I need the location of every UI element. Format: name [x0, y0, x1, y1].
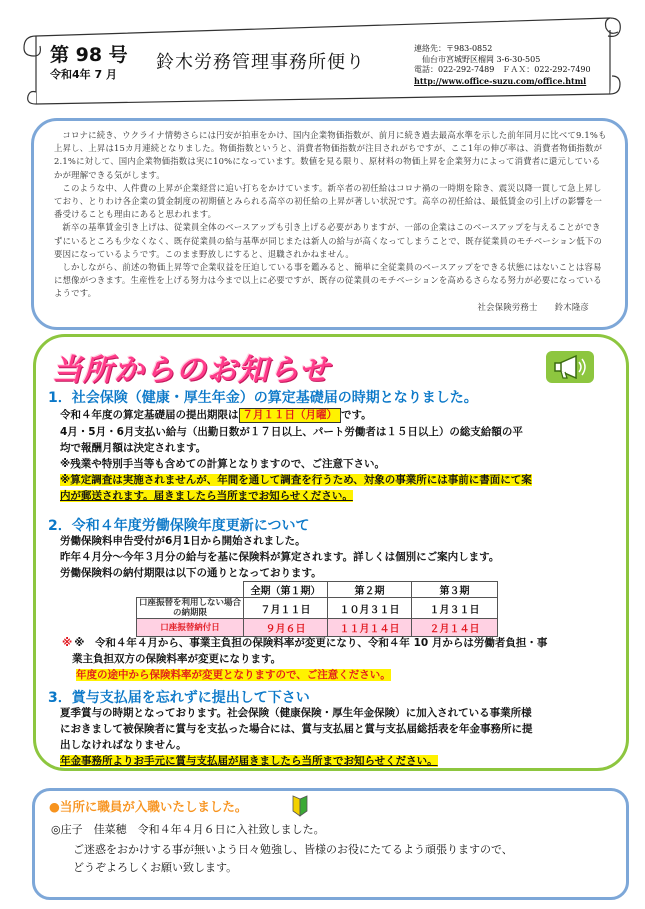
deadline-prefix: 令和４年度の算定基礎届の提出期限は: [60, 409, 239, 421]
table-corner: [137, 582, 244, 598]
table-header-cell: 全期（第１期）: [244, 582, 328, 598]
section-2-line: 労働保険料の納付期限は以下の通りとなっております。: [60, 567, 322, 579]
table-cell: ９月６日: [244, 619, 328, 637]
contact-info: [414, 44, 591, 86]
section-1-warning: [60, 488, 353, 504]
section-2-note: ※ ※ 令和４年４月から、事業主負担の保険料率が変更になり、令和４年 10 月からは労働者負担・事: [62, 637, 548, 649]
megaphone-icon: [546, 351, 594, 383]
section-1-note: ※残業や特別手当等も含めての計算となりますので、ご注意下さい。: [60, 458, 385, 470]
section-2-line: 労働保険料申告受付が6月1日から開始されました。: [60, 535, 306, 547]
table-header-row: [137, 582, 498, 598]
notices-box: [33, 334, 629, 771]
table-cell: ７月１１日: [244, 598, 328, 619]
table-row: [137, 619, 498, 637]
table-header-cell: 第２期: [328, 582, 412, 598]
issue-date: 令和4年 7 月: [50, 68, 117, 81]
intro-message-box: [31, 118, 628, 330]
section-2-title: 2．令和４年度労働保険年度更新について: [48, 518, 310, 534]
payment-deadline-table: [136, 581, 498, 637]
section-2-line: 昨年４月分～今年３月分の給与を基に保険料が算定されます。詳しくは個別にご案内します。: [60, 551, 500, 563]
table-cell: １０月３１日: [328, 598, 412, 619]
intro-paragraph: しかしながら、前述の物価上昇等で企業収益を圧迫している事を鑑みると、簡単に全従業員のベースアップをできる状態にはないことは容易に想像がつきます。生産性を上げる努力は今まで以上に必要ですが、既存の従業員のモチベーションを高めるさらなる努力が必要になっているようです。: [54, 262, 602, 299]
section-3-callout-text: 年金事務所よりお手元に賞与支払届が届きましたら当所までお知らせください。: [60, 755, 438, 767]
section-1-deadline: [60, 407, 372, 423]
table-row: [137, 598, 498, 619]
new-staff-message: どうぞよろしくお願い致します。: [73, 861, 238, 874]
section-3-line: 夏季賞与の時期となっております。社会保険（健康保険・厚生年金保険）に加入されている事業所様: [60, 707, 532, 719]
contact-postal: 連絡先：〒983-0852: [414, 44, 493, 53]
new-staff-message: ご迷惑をおかけする事が無いよう日々勉強し、皆様のお役にたてるよう頑張りますので、: [73, 843, 513, 856]
newsletter-banner: [14, 10, 628, 106]
contact-address: 仙台市宮城野区榴岡 3-6-30-505: [414, 54, 541, 64]
section-2-caution: [76, 667, 391, 683]
table-header-cell: 第３期: [412, 582, 498, 598]
new-staff-heading: ●当所に職員が入職いたしました。: [49, 799, 248, 814]
table-row-label: 口座振替納付日: [137, 619, 244, 637]
table-row-label: 口座振替を利用しない場合の納期限: [137, 598, 244, 619]
notices-heading: 当所からのお知らせ: [52, 353, 331, 388]
newsletter-title: 鈴木労務管理事務所便り: [156, 52, 365, 73]
deadline-date-badge: ７月１１日（月曜）: [239, 408, 342, 423]
section-1-warning-line: ※算定調査は実施されませんが、年間を通して調査を行うため、対象の事業所には事前に書面にて案: [60, 474, 532, 486]
section-2-caution-text: 年度の途中から保険料率が変更となりますので、ご注意ください。: [76, 669, 391, 681]
section-3-line: におきまして被保険者に賞与を支払った場合には、賞与支払届と賞与支払届総括表を年金事務所に提: [60, 723, 533, 735]
beginner-mark-icon: [291, 795, 309, 817]
intro-paragraph: コロナに続き、ウクライナ情勢さらには円安が拍車をかけ、国内企業物価指数が、前月に続き過去最高水準を示した前年同月に比べて9.1%も上昇し、上昇は15カ月連続となりました。物価指数というと、消費者物価指数が注目されがちですが、ここ1年の伸び率は、消費者物価指数が2.1%に対して、国内企業物価指数は実に10%になっています。数値を見る限り、原材料の物価上昇を企業努力によって消費者に還元しているかが理解できる気がします。: [54, 130, 607, 180]
contact-phone: 電話：022-292-7489 ＦＡＸ：022-292-7490: [414, 65, 591, 74]
section-3-line: 出しなければなりません。: [60, 739, 187, 751]
deadline-suffix: です。: [341, 409, 372, 421]
section-3-callout: [60, 753, 438, 769]
new-staff-box: [32, 788, 629, 900]
section-1-line: 4月・5月・6月支払い給与（出勤日数が１７日以上、パート労働者は１５日以上）の総支給額の平: [60, 426, 523, 438]
intro-paragraph: 新卒の基準賃金引き上げは、従業員全体のベースアップも引き上げる必要がありますが、一部の企業はこのベースアップを与えることができずにいるところも少なくなく、既存従業員の給与基準が同じまたは新人の給与が高くなってしまうことで、既存従業員のモチベーション低下の要因になっているようです。このまま野放しにすると、退職されかねません。: [54, 222, 603, 259]
section-1-warning-line: 内が郵送されます。届きましたら当所までお知らせください。: [60, 490, 353, 502]
new-staff-name: ◎庄子 佳菜穂 令和４年４月６日に入社致しました。: [51, 823, 325, 836]
section-1-title: 1．社会保険（健康・厚生年金）の算定基礎届の時期となりました。: [48, 390, 478, 406]
section-3-title: 3．賞与支払届を忘れずに提出して下さい: [48, 690, 310, 706]
table-cell: １１月１４日: [328, 619, 412, 637]
table-cell: １月３１日: [412, 598, 498, 619]
section-2-note-text: ※ 令和４年４月から、事業主負担の保険料率が変更になり、令和４年 10 月からは労働者負担・事: [74, 637, 548, 649]
intro-paragraph: このような中、人件費の上昇が企業経営に追い打ちをかけています。新卒者の初任給はコロナ禍の一時期を除き、震災以降一貫して急上昇しており、とりわけ各企業の賃金制度の初期値とみられる高卒の初任給の上昇が著しい状況です。高卒の初任給は、最低賃金の引上げの影響を一番受けることも理由にあると思われます。: [54, 182, 603, 220]
section-1-line: 均で報酬月額は決定されます。: [60, 442, 207, 454]
section-1-warning: [60, 472, 532, 488]
table-cell: ２月１４日: [412, 619, 498, 637]
section-2-note: 業主負担双方の保険料率が変更になります。: [72, 653, 282, 665]
issue-number: 第 98 号: [50, 44, 128, 66]
intro-signature: 社会保険労務士 鈴木隆彦: [477, 301, 589, 312]
contact-url[interactable]: http://www.office-suzu.com/office.html: [414, 75, 587, 86]
